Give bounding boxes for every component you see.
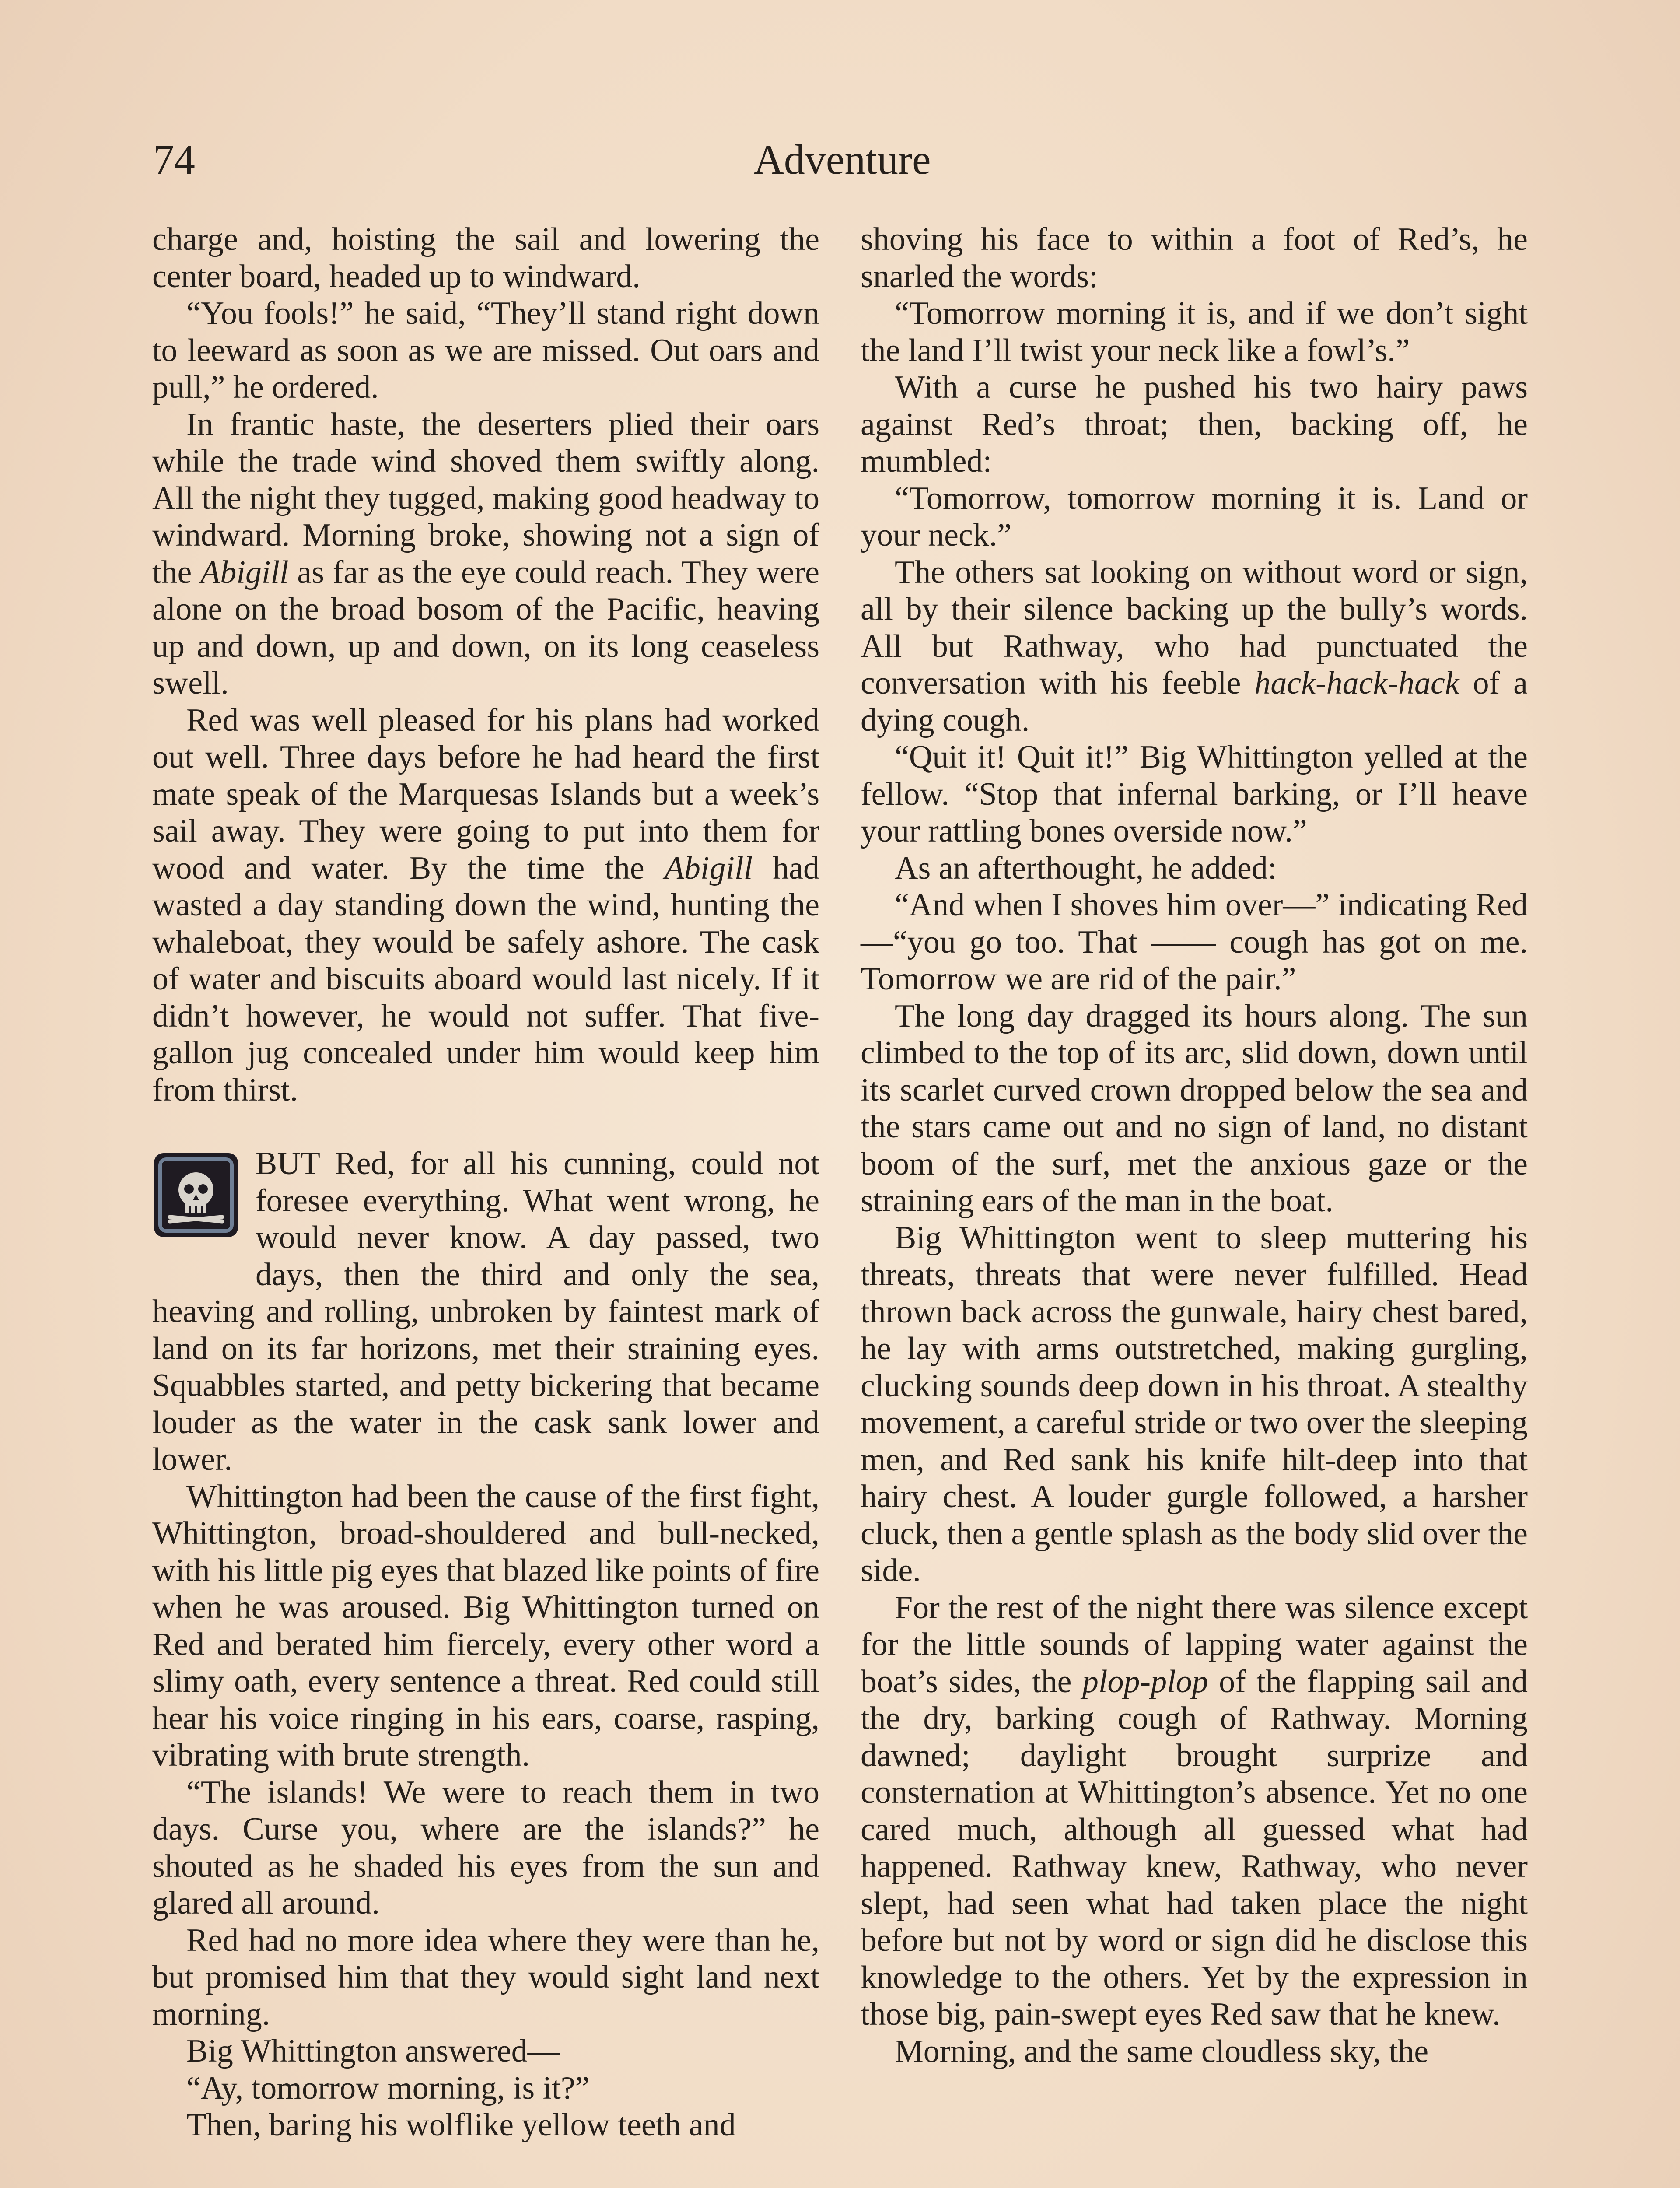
section-opening-paragraph (152, 1145, 819, 1478)
ship-name: Abigill (200, 554, 289, 590)
paragraph-text: BUT Red, for all his cunning, could not foresee everything. What went wrong, he would never know. A day passed, two days, then the third and only the sea, heaving and rolling, unbroken by faintest mark of land on its far horizons, met their straining eyes. Squabbles started, and petty bickering that became louder as the water in the cask sank lower and lower. (152, 1146, 819, 1477)
paragraph-text: Red was well pleased for his plans had worked out well. Three days before he had heard the first mate speak of the Marquesas Islands but a week’s sail away. They were going to put into them for wood and water. By the time the (152, 702, 819, 886)
paragraph: As an afterthought, he added: (895, 850, 1277, 886)
right-column (861, 221, 1528, 2188)
paragraph: Morning, and the same cloudless sky, the (895, 2033, 1429, 2069)
paragraph-text: The others sat looking on without word or sign, all by their silence backing up the bully’s words. All but Rathway, who had punctuated the conversation with his feeble (861, 554, 1528, 701)
skull-ornament-icon (152, 1151, 240, 1283)
paragraph-text: of a dying cough. (861, 665, 1528, 738)
paragraph (152, 406, 819, 702)
paragraph: “Quit it! Quit it!” Big Whittington yelled at the fellow. “Stop that infernal barking, or I’ll heave your rattling bones overside now.” (861, 739, 1528, 849)
paragraph: The long day dragged its hours along. The sun climbed to the top of its arc, slid down, down until its scarlet curved crown dropped below the sea and the stars came out and no sign of land, no distant boom of the surf, met the anxious gaze or the straining ears of the man in the boat. (861, 998, 1528, 1219)
paragraph (861, 1589, 1528, 2033)
paragraph-text: For the rest of the night there was silence except for the little sounds of lapping water against the boat’s sides, the (861, 1589, 1528, 1700)
paragraph: charge and, hoisting the sail and lowering the center board, headed up to windward. (152, 221, 819, 295)
paragraph: Then, baring his wolflike yellow teeth and (186, 2107, 736, 2143)
ship-name: Abigill (664, 850, 753, 886)
page-number: 74 (153, 136, 195, 183)
page-header (153, 129, 1531, 190)
paragraph: “You fools!” he said, “They’ll stand right down to leeward as soon as we are missed. Out oars and pull,” he ordered. (152, 295, 819, 405)
paragraph: “And when I shoves him over—” indicating Red—“you go too. That —— cough has got on me. Tomorrow we are rid of the pair.” (861, 887, 1528, 997)
paragraph: Big Whittington went to sleep muttering his threats, threats that were never fulfilled. Head thrown back across the gunwale, hairy chest bared, he lay with arms outstretched, making gurgling, clucking sounds deep down in his throat. A stealthy movement, a careful stride or two over the sleeping men, and Red sank his knife hilt-deep into that hairy chest. A louder gurgle followed, a harsher cluck, then a gentle splash as the body slid over the side. (861, 1220, 1528, 1588)
sail-sound: plop-plop (1082, 1663, 1208, 1700)
paragraph: shoving his face to within a foot of Red’s, he snarled the words: (861, 221, 1528, 295)
paragraph-text: had wasted a day standing down the wind, hunting the whaleboat, they would be safely ashore. The cask of water and biscuits aboard would last nicely. If it didn’t however, he would not suffer. That five-gallon jug concealed under him would keep him from thirst. (152, 850, 819, 1108)
paragraph (152, 702, 819, 1109)
paragraph: With a curse he pushed his two hairy paws against Red’s throat; then, backing off, he mumbled: (861, 369, 1528, 479)
paragraph-text: as far as the eye could reach. They were alone on the broad bosom of the Pacific, heaving up and down, up and down, on its long ceaseless swell. (152, 554, 820, 701)
paragraph: “Ay, tomorrow morning, is it?” (186, 2070, 590, 2106)
paragraph: “The islands! We were to reach them in two days. Curse you, where are the islands?” he shouted as he shaded his eyes from the sun and glared all around. (152, 1774, 819, 1921)
left-column (152, 221, 819, 2188)
running-title: Adventure (753, 136, 931, 183)
paragraph: Big Whittington answered— (186, 2033, 560, 2069)
paragraph (861, 554, 1528, 739)
cough-word: hack-hack-hack (1254, 665, 1460, 701)
paragraph-text: of the flapping sail and the dry, barking cough of Rathway. Morning dawned; daylight brought surprize and consternation at Whittington’s absence. Yet no one cared much, although all guessed what had happened. Rathway knew, Rathway, who never slept, had seen what had taken place the night before but not by word or sign did he disclose this knowledge to the others. Yet by the expression in those big, pain-swept eyes Red saw that he knew. (861, 1663, 1528, 2032)
paragraph: “Tomorrow morning it is, and if we don’t sight the land I’ll twist your neck like a fowl’s.” (861, 295, 1528, 368)
paragraph: Whittington had been the cause of the first fight, Whittington, broad-shouldered and bull-necked, with his little pig eyes that blazed like points of fire when he was aroused. Big Whittington turned on Red and berated him fiercely, every other word a slimy oath, every sentence a threat. Red could still hear his voice ringing in his ears, coarse, rasping, vibrating with brute strength. (152, 1478, 819, 1773)
paragraph: “Tomorrow, tomorrow morning it is. Land or your neck.” (861, 480, 1528, 553)
paragraph-text: In frantic haste, the deserters plied their oars while the trade wind shoved them swiftly along. All the night they tugged, making good headway to windward. Morning broke, showing not a sign of the (152, 406, 819, 590)
paragraph: Red had no more idea where they were than he, but promised him that they would sight land next morning. (152, 1922, 819, 2032)
